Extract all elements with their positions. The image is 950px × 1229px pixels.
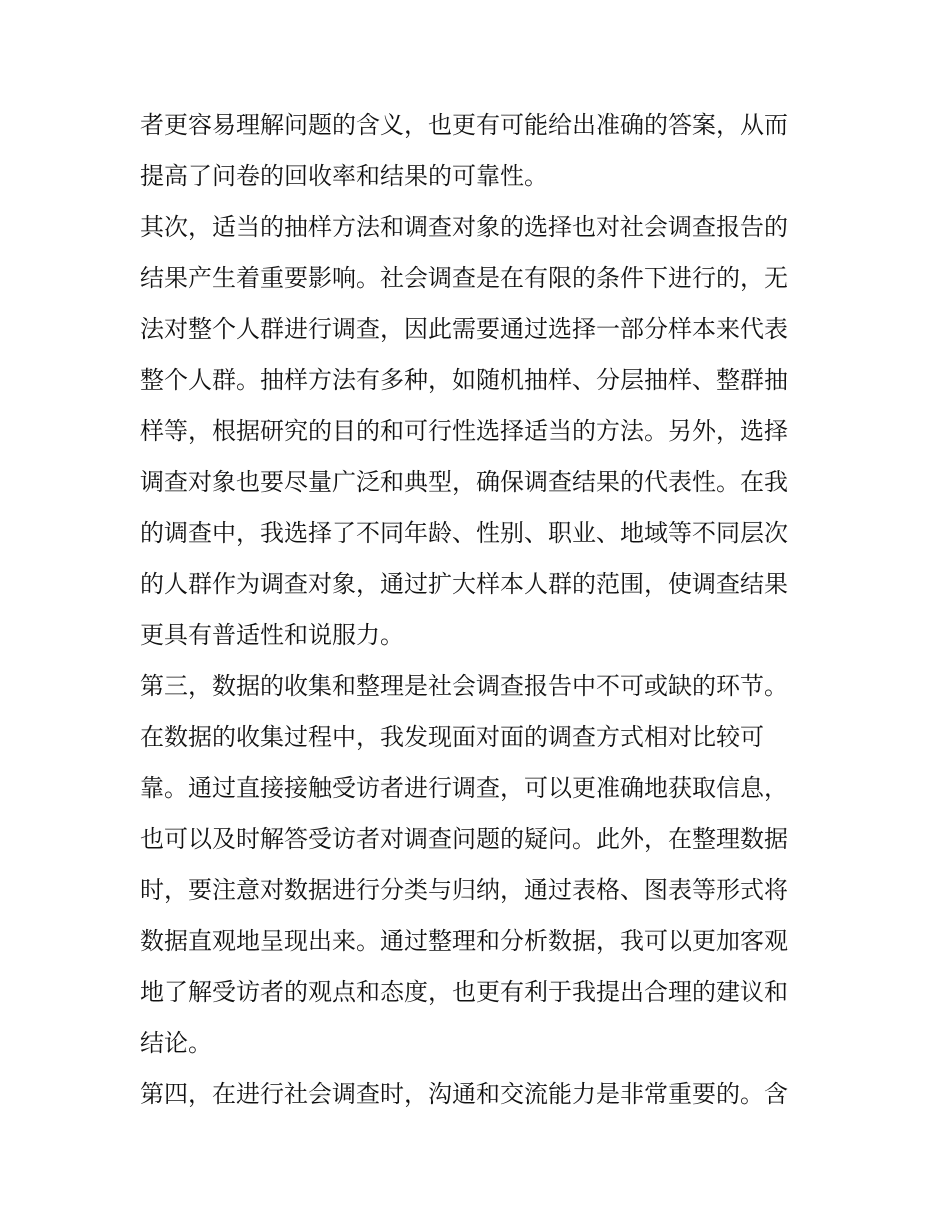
text-line: 者更容易理解问题的含义，也更有可能给出准确的答案，从而 <box>140 111 788 139</box>
text-line: 提高了问卷的回收率和结果的可靠性。 <box>140 162 548 190</box>
text-line: 也可以及时解答受访者对调查问题的疑问。此外，在整理数据 <box>140 825 788 853</box>
text-line: 样等，根据研究的目的和可行性选择适当的方法。另外，选择 <box>140 417 788 445</box>
text-line: 其次，适当的抽样方法和调查对象的选择也对社会调查报告的 <box>140 213 788 241</box>
text-line: 更具有普适性和说服力。 <box>140 621 404 649</box>
text-line: 的人群作为调查对象，通过扩大样本人群的范围，使调查结果 <box>140 570 788 598</box>
text-line: 整个人群。抽样方法有多种，如随机抽样、分层抽样、整群抽 <box>140 366 788 394</box>
text-line: 第三，数据的收集和整理是社会调查报告中不可或缺的环节。 <box>140 672 788 700</box>
text-line: 地了解受访者的观点和态度，也更有利于我提出合理的建议和 <box>140 978 788 1006</box>
text-line: 的调查中，我选择了不同年龄、性别、职业、地域等不同层次 <box>140 519 788 547</box>
text-line: 法对整个人群进行调查，因此需要通过选择一部分样本来代表 <box>140 315 788 343</box>
text-line: 调查对象也要尽量广泛和典型，确保调查结果的代表性。在我 <box>140 468 788 496</box>
text-line: 在数据的收集过程中，我发现面对面的调查方式相对比较可 <box>140 723 764 751</box>
text-line: 结果产生着重要影响。社会调查是在有限的条件下进行的，无 <box>140 264 788 292</box>
text-line: 第四，在进行社会调查时，沟通和交流能力是非常重要的。含 <box>140 1080 788 1108</box>
text-line: 时，要注意对数据进行分类与归纳，通过表格、图表等形式将 <box>140 876 788 904</box>
body-text <box>140 100 820 1120</box>
text-line: 数据直观地呈现出来。通过整理和分析数据，我可以更加客观 <box>140 927 788 955</box>
text-line: 结论。 <box>140 1029 212 1057</box>
text-line: 靠。通过直接接触受访者进行调查，可以更准确地获取信息， <box>140 774 788 802</box>
